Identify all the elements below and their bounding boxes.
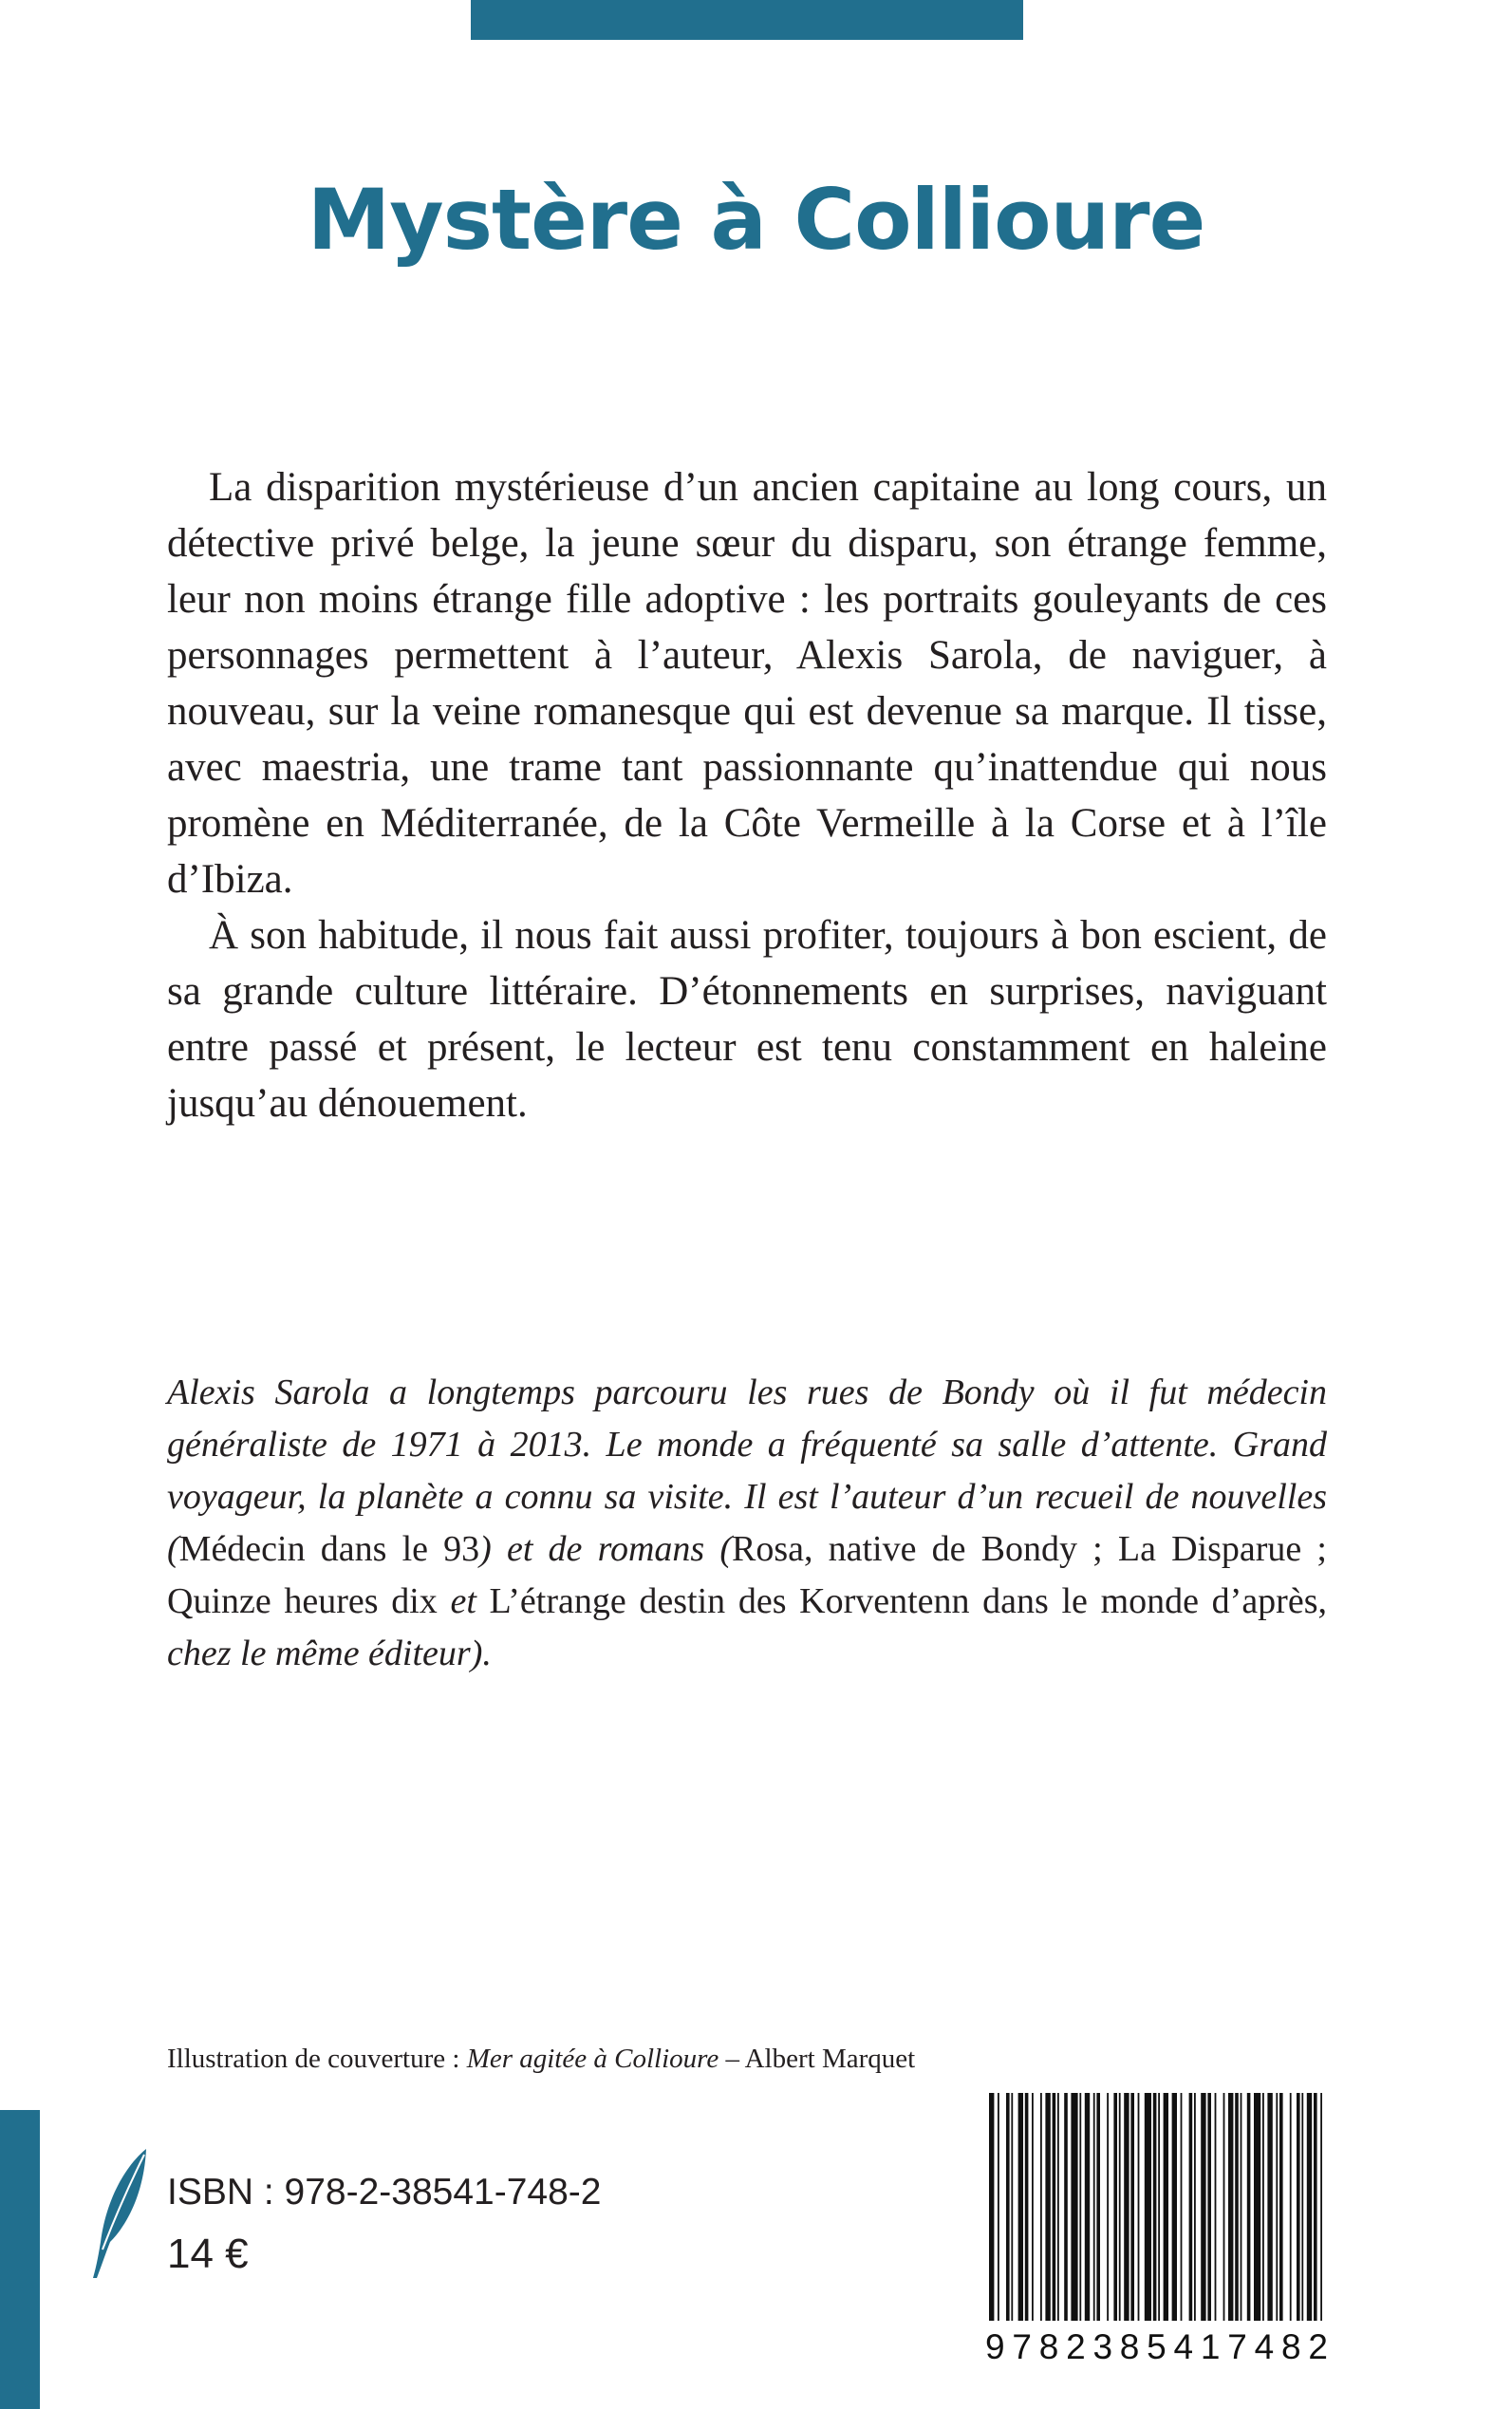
- barcode-bar: [1079, 2093, 1081, 2321]
- barcode-icon: [985, 2093, 1329, 2336]
- barcode-digit: 7: [1012, 2327, 1033, 2366]
- barcode-bar: [1189, 2093, 1193, 2321]
- barcode-bar: [1057, 2093, 1059, 2321]
- barcode-bar: [1297, 2093, 1300, 2321]
- bio-title-3: L’étrange destin des Korventenn dans le monde d’après,: [476, 1581, 1327, 1621]
- barcode-digit: 2: [1308, 2327, 1329, 2366]
- barcode-digit: 2: [1066, 2327, 1087, 2366]
- price: 14 €: [167, 2231, 249, 2277]
- barcode-bar: [1247, 2093, 1251, 2321]
- barcode-bar: [1119, 2093, 1121, 2321]
- barcode-bar: [1107, 2093, 1109, 2321]
- author-bio: [167, 1367, 1327, 1680]
- feather-icon: [87, 2147, 154, 2280]
- barcode-bar: [1164, 2093, 1168, 2321]
- barcode-bar: [1235, 2093, 1239, 2321]
- barcode-bar: [1011, 2093, 1013, 2321]
- barcode-bar: [998, 2093, 999, 2321]
- bio-title-1: Médecin dans le 93: [178, 1529, 480, 1569]
- isbn: ISBN : 978-2-38541-748-2: [167, 2172, 602, 2213]
- barcode-bar: [1158, 2093, 1160, 2321]
- barcode-bar: [1138, 2093, 1140, 2321]
- barcode-bar: [1145, 2093, 1151, 2321]
- credit-prefix: Illustration de couverture :: [167, 2044, 467, 2074]
- barcode-bar: [1307, 2093, 1312, 2321]
- barcode-bar: [1153, 2093, 1157, 2321]
- barcode-digit: 8: [1119, 2327, 1141, 2366]
- bio-text-3: et: [450, 1581, 476, 1621]
- barcode-bar: [1006, 2093, 1010, 2321]
- barcode-bar: [1228, 2093, 1233, 2321]
- barcode-bar: [1064, 2093, 1068, 2321]
- barcode-bar: [989, 2093, 994, 2321]
- barcode-digits: [985, 2327, 1329, 2367]
- barcode-bar: [1262, 2093, 1264, 2321]
- barcode-bar: [1201, 2093, 1205, 2321]
- barcode-digit: 1: [1200, 2327, 1222, 2366]
- bio-text-2: ) et de romans (: [479, 1529, 732, 1569]
- blurb-paragraph-2: À son habitude, il nous fait aussi profiter, toujours à bon escient, de sa grande culture littéraire. D’étonnements en surprises, naviguant entre passé et présent, le lecteur est tenu constamment en haleine jusqu’au dénouement.: [167, 913, 1327, 1126]
- barcode-bar: [1320, 2093, 1322, 2321]
- barcode-bar: [1032, 2093, 1034, 2321]
- barcode-bar: [1215, 2093, 1217, 2321]
- barcode-digit: 4: [1254, 2327, 1276, 2366]
- barcode-bar: [1207, 2093, 1211, 2321]
- cover-illustration-credit: [167, 2044, 915, 2075]
- barcode-bar: [1053, 2093, 1056, 2321]
- barcode-bar: [1276, 2093, 1278, 2321]
- left-accent-bar: [0, 2110, 40, 2409]
- top-accent-bar: [471, 0, 1023, 40]
- barcode-bar: [1241, 2093, 1242, 2321]
- barcode-bar: [1172, 2093, 1177, 2321]
- barcode-bar: [1018, 2093, 1023, 2321]
- barcode-bar: [1267, 2093, 1272, 2321]
- credit-work: Mer agitée à Collioure: [466, 2044, 719, 2074]
- barcode-digit: 4: [1173, 2327, 1195, 2366]
- barcode-bar: [1301, 2093, 1303, 2321]
- bio-title-2: Rosa, native de Bondy ; La Disparue ; Quinze heures dix: [167, 1529, 1327, 1621]
- barcode-bar: [1096, 2093, 1100, 2321]
- book-title: Mystère à Collioure: [307, 171, 1205, 269]
- barcode-bar: [1181, 2093, 1183, 2321]
- barcode-bar: [1124, 2093, 1129, 2321]
- barcode-bar: [1045, 2093, 1050, 2321]
- barcode-bar: [1040, 2093, 1042, 2321]
- credit-suffix: – Albert Marquet: [719, 2044, 916, 2074]
- blurb-paragraph-1: La disparition mystérieuse d’un ancien capitaine au long cours, un détective privé belge, la jeune sœur du disparu, son étrange femme, leur non moins étrange fille adoptive : les portraits gouleyants de ces personnages permettent à l’auteur, Alexis Sarola, de naviguer, à nouveau, sur la veine romanesque qui est devenue sa marque. Il tisse, avec maestria, une trame tant passionnante qu’inattendue qui nous promène en Méditerranée, de la Côte Vermeille à la Corse et à l’île d’Ibiza.: [167, 465, 1327, 902]
- barcode-bar: [1223, 2093, 1225, 2321]
- barcode-bar: [1314, 2093, 1317, 2321]
- barcode-digit: 5: [1147, 2327, 1167, 2366]
- barcode-digit: 9: [985, 2327, 1006, 2366]
- barcode-bar: [1279, 2093, 1283, 2321]
- bio-text-1: Alexis Sarola a longtemps parcouru les rues de Bondy où il fut médecin généraliste de 1971 à 2013. Le monde a fréquenté sa salle d’attente. Grand voyageur, la planète a connu sa visite. Il est l’auteur d’un recueil de nouvelles (: [167, 1373, 1327, 1569]
- barcode-digit: 3: [1092, 2327, 1114, 2366]
- barcode-bar: [1113, 2093, 1117, 2321]
- blurb: [167, 459, 1327, 1131]
- barcode-digit: 8: [1038, 2327, 1060, 2366]
- barcode-bar: [1085, 2093, 1090, 2321]
- bio-text-4: chez le même éditeur).: [167, 1634, 492, 1673]
- barcode-bar: [1093, 2093, 1095, 2321]
- barcode-bar: [1025, 2093, 1029, 2321]
- barcode-bar: [1130, 2093, 1134, 2321]
- barcode-bar: [1071, 2093, 1077, 2321]
- barcode-bar: [1194, 2093, 1196, 2321]
- barcode-bar: [1290, 2093, 1292, 2321]
- barcode-bar: [1254, 2093, 1260, 2321]
- barcode-digit: 7: [1227, 2327, 1248, 2366]
- barcode-digit: 8: [1280, 2327, 1302, 2366]
